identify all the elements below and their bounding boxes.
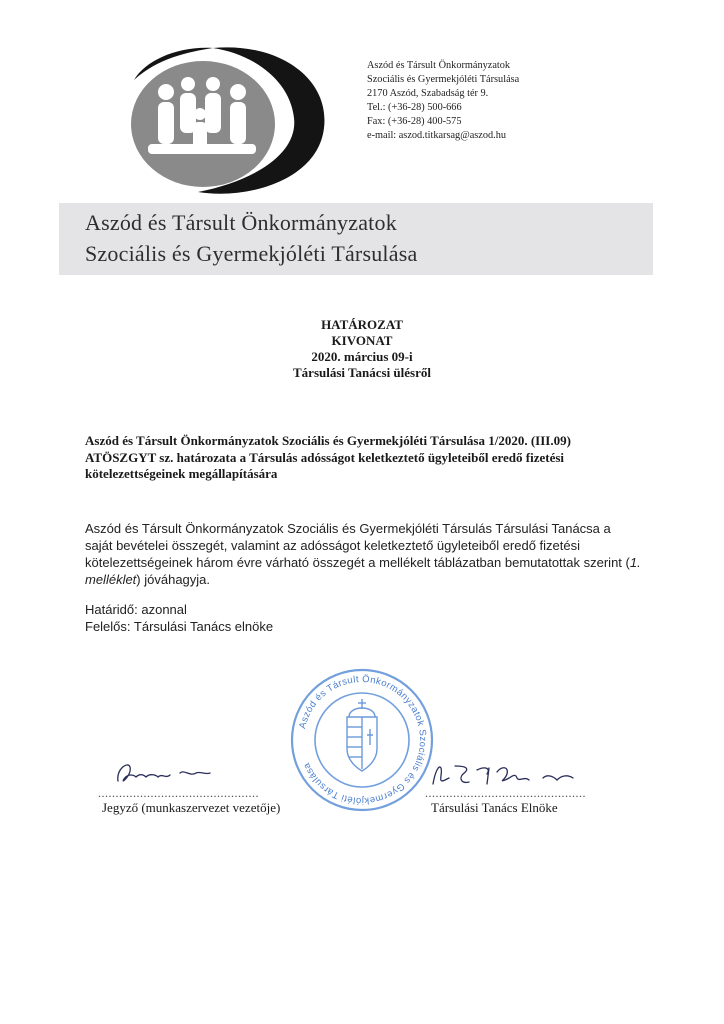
body-line [85,571,646,588]
deadline-text: Határidő: azonnal [85,602,187,617]
annex-reference: melléklet [85,572,137,587]
banner-title-line1: Aszód és Társult Önkormányzatok [85,210,397,235]
decision-date: 2020. március 09-i [311,349,413,364]
organization-logo [118,40,328,200]
signature-line-right: .............................................. [425,786,586,800]
notary-signature [110,755,220,789]
contact-fax: Fax: (+36-28) 400-575 [367,116,462,127]
chairman-signature-label: Társulási Tanács Elnöke [431,800,558,815]
annex-reference: 1. [629,555,641,570]
resolution-body [85,520,646,588]
responsible-text: Felelős: Társulási Tanács elnöke [85,619,274,634]
contact-org-name-2: Szociális és Gyermekjóléti Társulása [367,74,520,85]
decision-heading [0,317,724,381]
contact-address: 2170 Aszód, Szabadság tér 9. [367,88,489,99]
subject-line: Aszód és Társult Önkormányzatok Szociális és Gyermekjóléti Társulása 1/2020. (III.09) [85,433,571,448]
banner-title-line2: Szociális és Gyermekjóléti Társulása [85,241,418,266]
decision-subtitle: KIVONAT [331,333,393,348]
resolution-subject [85,433,646,483]
decision-session: Társulási Tanácsi ülésről [293,365,431,380]
subject-line: kötelezettségeinek megállapítására [85,466,278,481]
contact-email: e-mail: aszod.titkarsag@aszod.hu [367,130,507,141]
body-line [85,554,646,571]
signature-line-left: .............................................. [98,786,259,800]
subject-line: ATÖSZGYT sz. határozata a Társulás adósságot keletkeztető ügyleteiből eredő fizetési [85,449,565,465]
body-line: saját bevételei összegét, valamint az adósságot keletkeztető ügyleteiből eredő fizetési [85,538,581,553]
stamp-ring-text: Aszód és Társult Önkormányzatok Szociális és Gyermekjóléti Társulása [297,673,429,807]
contact-phone: Tel.: (+36-28) 500-666 [367,102,462,113]
decision-title: HATÁROZAT [321,317,403,332]
body-text: kötelezettségeinek három évre várható összegét a mellékelt táblázatban bemutatottak szerint ( [85,555,630,570]
notary-signature-label: Jegyző (munkaszervezet vezetője) [102,800,281,815]
official-seal-stamp [287,665,437,815]
resolution-meta [85,601,273,635]
contact-org-name: Aszód és Társult Önkormányzatok [367,60,511,71]
contact-block [367,59,519,143]
body-text: ) jóváhagyja. [136,572,211,587]
body-line: Aszód és Társult Önkormányzatok Szociális és Gyermekjóléti Társulás Társulási Tanácsa a [85,521,611,536]
